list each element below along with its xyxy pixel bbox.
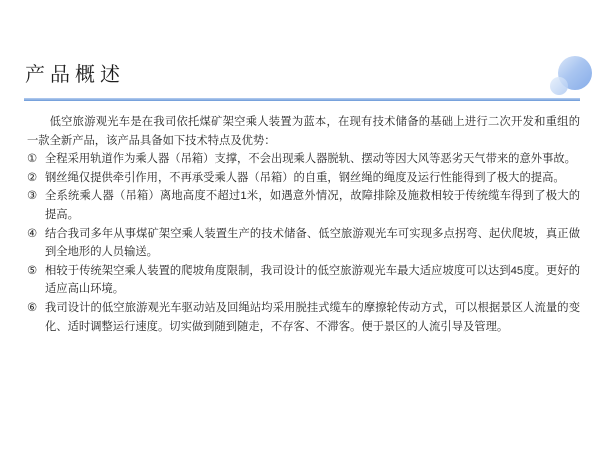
item-text: 我司设计的低空旅游观光车驱动站及回绳站均采用脱挂式缆车的摩擦轮传动方式，可以根据景区人流量的变化、适时调整运行速度。切实做到随到随走，不存客、不滞客。便于景区的人流引导及管理。 — [45, 301, 580, 333]
item-marker: ③ — [27, 190, 38, 203]
body-text — [27, 113, 580, 336]
feature-item — [27, 225, 580, 262]
item-text: 全程采用轨道作为乘人器（吊箱）支撑，不会出现乘人器脱轨、摆动等因大风等恶劣天气带来的意外事故。 — [45, 153, 576, 166]
item-marker: ② — [27, 171, 38, 184]
feature-item — [27, 150, 580, 169]
item-text: 相较于传统架空乘人装置的爬坡角度限制，我司设计的低空旅游观光车最大适应坡度可以达到45度。更好的适应高山环境。 — [45, 264, 580, 296]
feature-item — [27, 262, 580, 299]
intro-paragraph: 低空旅游观光车是在我司依托煤矿架空乘人装置为蓝本，在现有技术储备的基础上进行二次开发和重组的一款全新产品，该产品具备如下技术特点及优势： — [27, 116, 580, 147]
decorative-circle-small-icon — [550, 77, 568, 95]
item-marker: ① — [27, 153, 38, 166]
feature-item — [27, 169, 580, 188]
item-marker: ⑤ — [27, 264, 38, 277]
item-marker: ⑥ — [27, 301, 38, 314]
item-text: 钢丝绳仅提供牵引作用，不再承受乘人器（吊箱）的自重，钢丝绳的绳度及运行性能得到了极大的提高。 — [45, 171, 565, 184]
page-title: 产品概述 — [25, 64, 125, 86]
item-marker: ④ — [27, 227, 38, 240]
title-underline — [24, 98, 580, 101]
item-text: 结合我司多年从事煤矿架空乘人装置生产的技术储备、低空旅游观光车可实现多点拐弯、起伏爬坡，真正做到全地形的人员输送。 — [45, 227, 580, 259]
feature-item — [27, 299, 580, 336]
feature-item — [27, 187, 580, 224]
item-text: 全系统乘人器（吊箱）离地高度不超过1米，如遇意外情况，故障排除及施救相较于传统缆车得到了极大的提高。 — [45, 190, 580, 221]
